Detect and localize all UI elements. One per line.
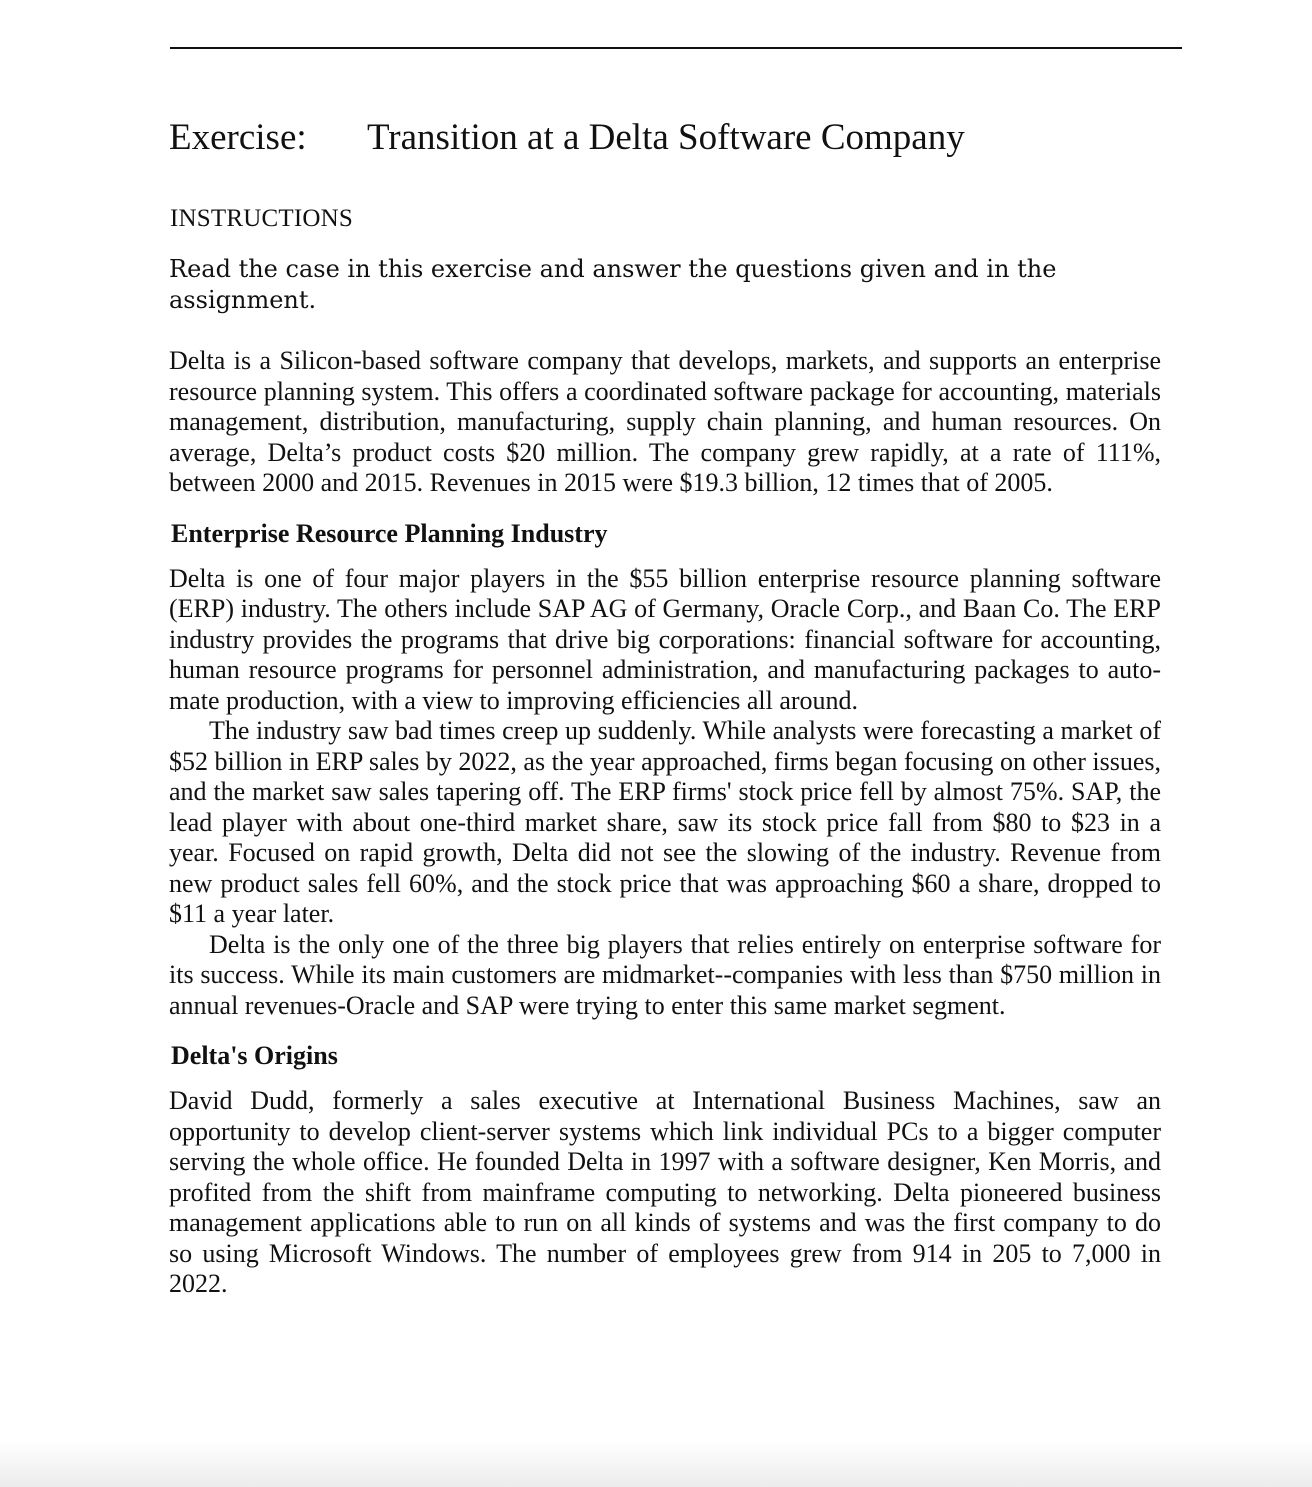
page-bottom-shadow xyxy=(0,1440,1312,1487)
document-body xyxy=(169,346,1161,1300)
page-title xyxy=(169,112,965,164)
instructions-heading: INSTRUCTIONS xyxy=(170,205,353,232)
instructions-text: Read the case in this exercise and answer the questions given and in the assignment. xyxy=(169,255,1057,314)
erp-paragraph-2: The industry saw bad times creep up suddenly. While analysts were forecasting a market of $52 billion in ERP sales by 2022, as the year approached, firms began focusing on other issues, and the market saw sales tapering off. The ERP firms' stock price fell by almost 75%. SAP, the lead player with about one-third market share, saw its stock price fall from $80 to $23 in a year. Focused on rapid growth, Delta did not see the slowing of the industry. Revenue from new product sales fell 60%, and the stock price that was approaching $60 a share, dropped to $11 a year later. xyxy=(169,716,1161,928)
section-heading-erp-industry: Enterprise Resource Planning Industry xyxy=(171,518,608,548)
title-label: Exercise: xyxy=(169,117,307,158)
section-heading-origins: Delta's Origins xyxy=(171,1041,338,1070)
origins-paragraph-1: David Dudd, formerly a sales executive at International Business Machines, saw an opportunity to develop client-server systems which link individual PCs to a bigger computer serving the whole office. He founded Delta in 1997 with a software designer, Ken Morris, and profited from the shift from mainframe computing to networking. Delta pioneered business management applications able to run on all kinds of systems and was the first company to do so using Microsoft Windows. The number of employees grew from 914 in 205 to 7,000 in 2022. xyxy=(169,1086,1161,1298)
erp-paragraph-1: Delta is one of four major players in the $55 billion enterprise resource planning software (ERP) industry. The others include SAP AG of Germany, Oracle Corp., and Baan Co. The ERP industry provides the programs that drive big corporations: financial software for accounting, human resource programs for personnel administration, and manufacturing packages to auto-mate production, with a view to improving efficiencies all around. xyxy=(169,563,1161,715)
header-rule xyxy=(170,47,1182,49)
title-text: Transition at a Delta Software Company xyxy=(367,117,965,158)
erp-paragraph-3: Delta is the only one of the three big players that relies entirely on enterprise software for its success. While its main customers are midmarket--companies with less than $750 million in annual revenues-Oracle and SAP were trying to enter this same market segment. xyxy=(169,929,1161,1020)
intro-paragraph: Delta is a Silicon-based software company that develops, markets, and supports an enterprise resource planning system. This offers a coordinated software package for accounting, materials management, distribution, manufacturing, supply chain planning, and human resources. On average, Delta’s product costs $20 million. The company grew rapidly, at a rate of 111%, between 2000 and 2015. Revenues in 2015 were $19.3 billion, 12 times that of 2005. xyxy=(169,346,1161,497)
